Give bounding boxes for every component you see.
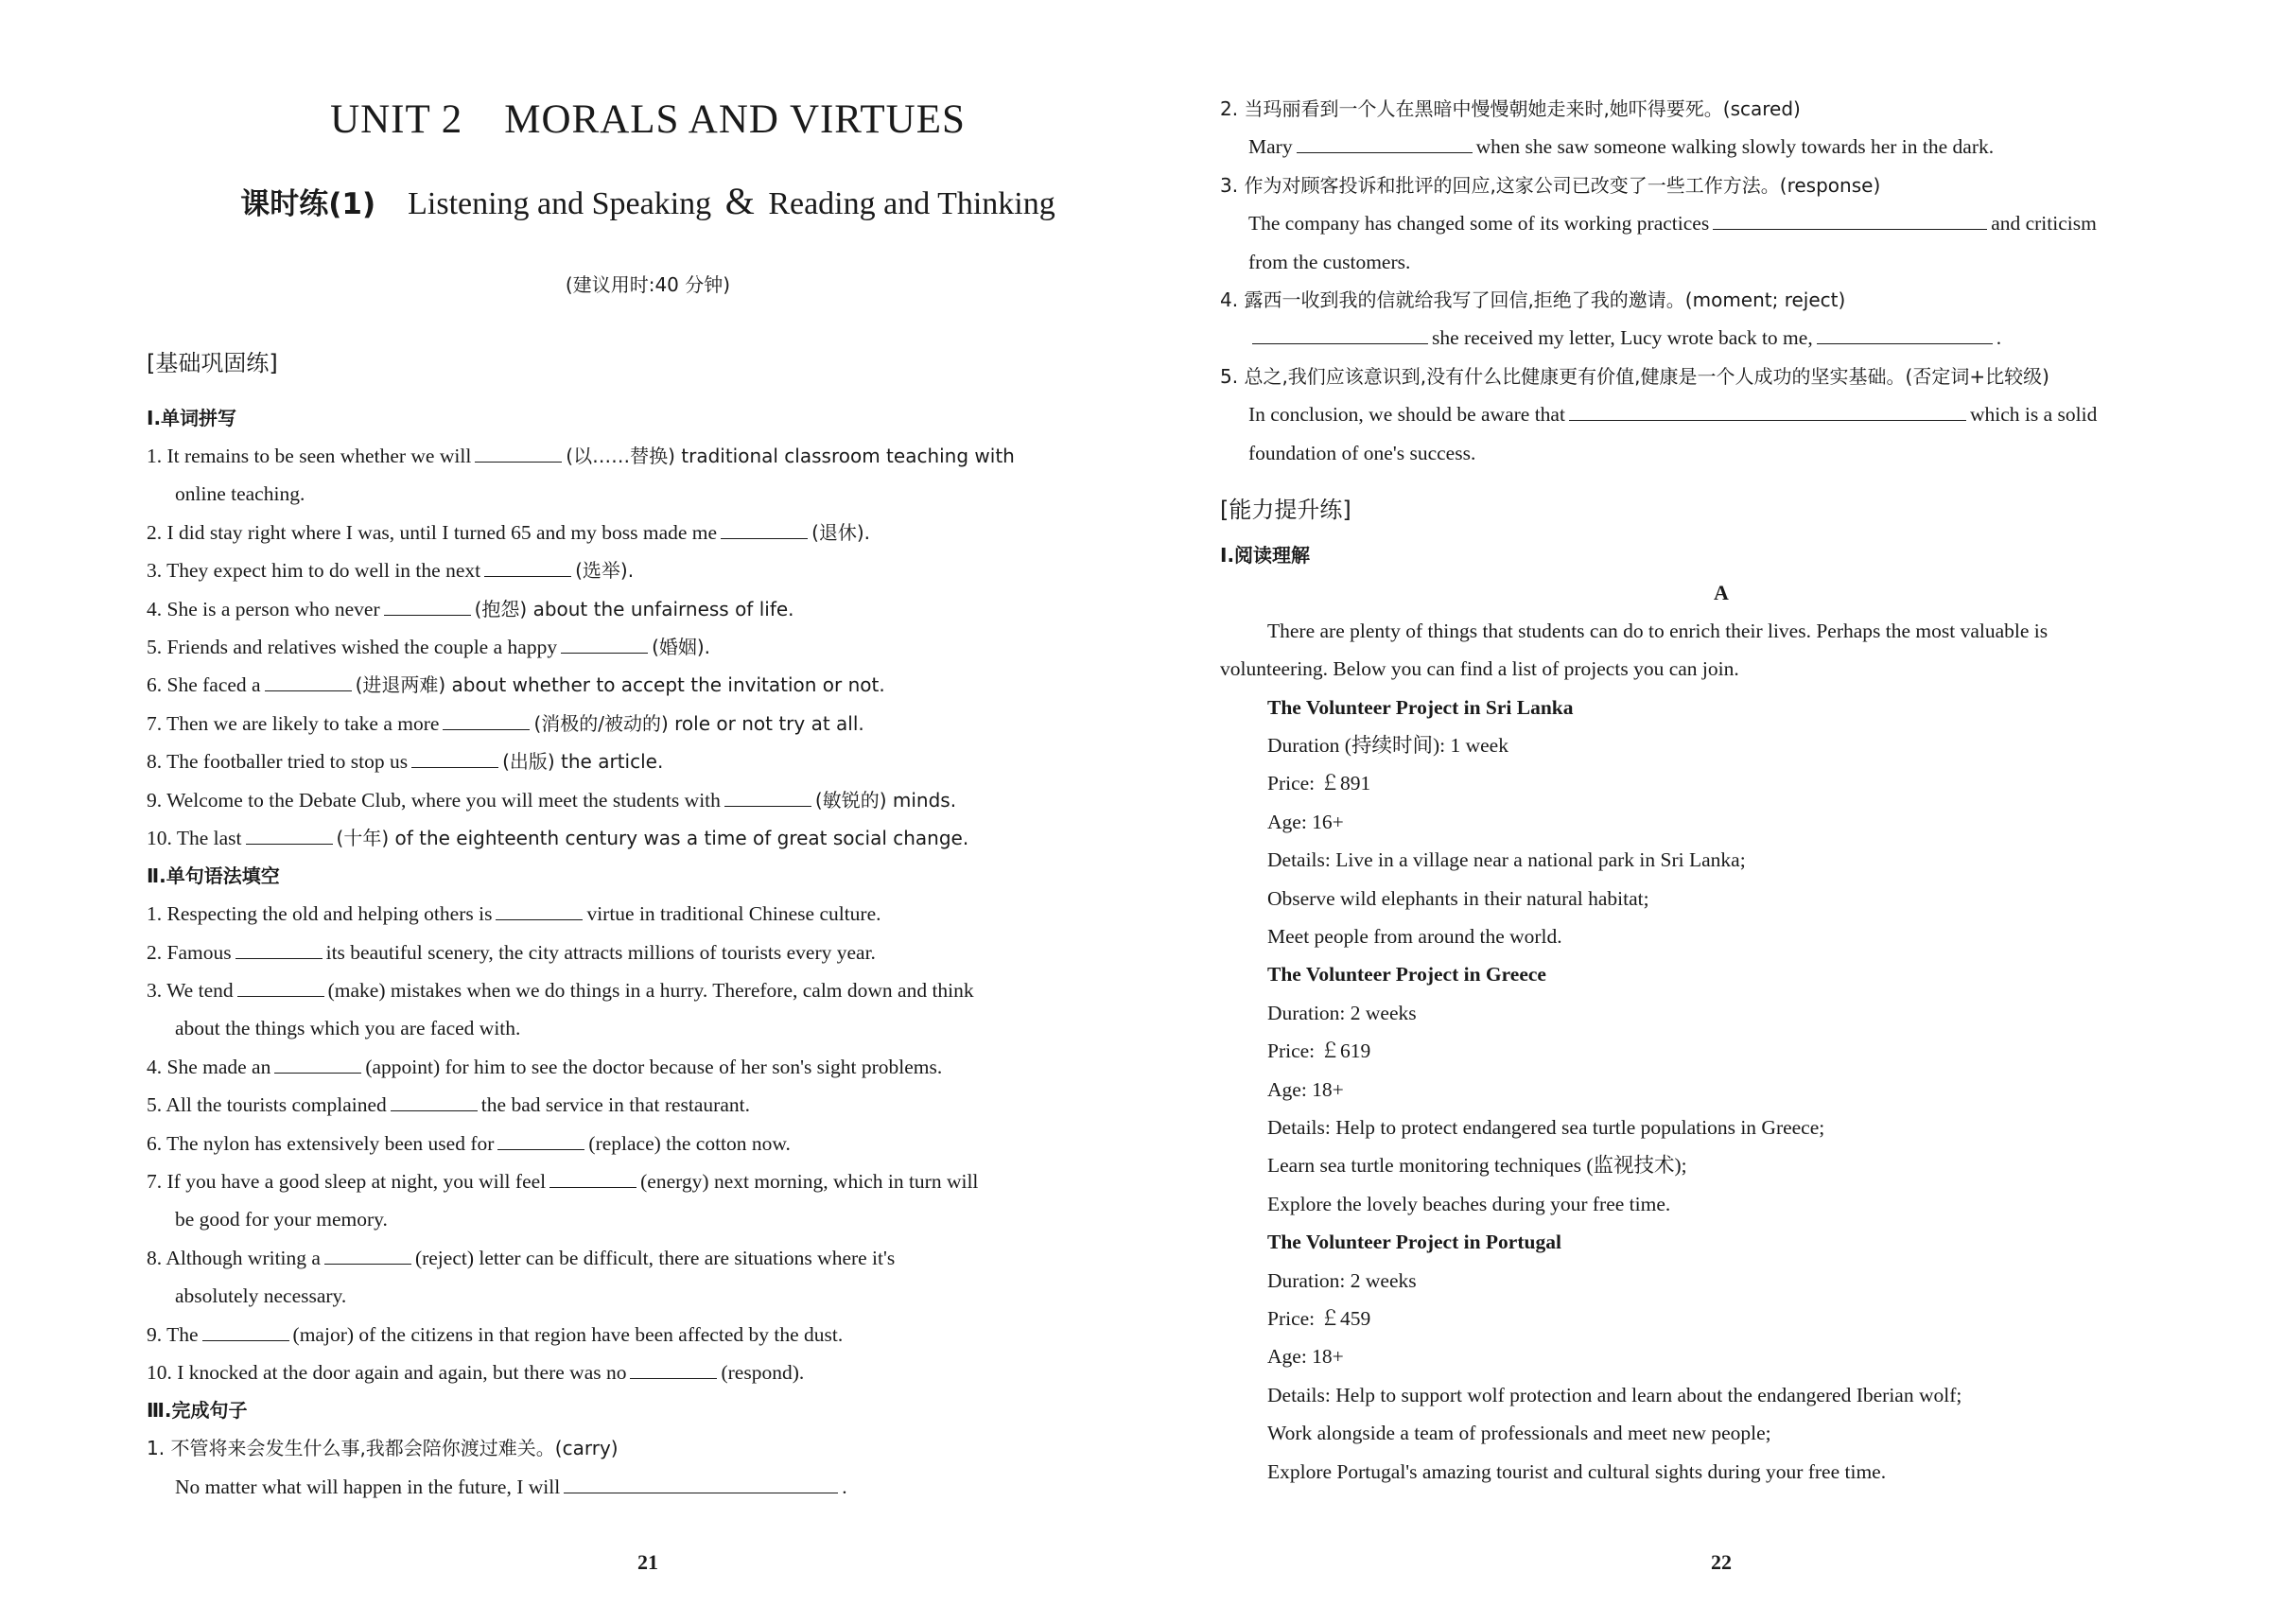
exercise-line: 2. Famous its beautiful scenery, the city attracts millions of tourists every year. <box>147 934 1149 971</box>
exercise-line: 9. Welcome to the Debate Club, where you will meet the students with (敏锐的) minds. <box>147 781 1149 819</box>
page-number: 22 <box>1711 1550 1732 1574</box>
lesson-topic-1: Listening and Speaking <box>408 186 712 221</box>
answer-blank[interactable] <box>1713 208 1987 230</box>
answer-blank[interactable] <box>549 1166 636 1188</box>
exercise-line: 2. I did stay right where I was, until I turned 65 and my boss made me (退休). <box>147 514 1149 551</box>
exercise-line: 4. She is a person who never (抱怨) about the unfairness of life. <box>147 590 1149 628</box>
project-detail: Work alongside a team of professionals and meet new people; <box>1267 1422 1771 1445</box>
answer-blank[interactable] <box>391 1090 478 1111</box>
project-detail: Explore Portugal's amazing tourist and cultural sights during your free time. <box>1267 1459 1887 1483</box>
exercise-line: The company has changed some of its working practices and criticism <box>1220 204 2223 242</box>
exercise-line: 3. 作为对顾客投诉和批评的回应,这家公司已改变了一些工作方法。(response) <box>1220 173 1881 197</box>
project-duration: Duration (持续时间): 1 week <box>1267 734 1508 758</box>
exercise-line: 4. 露西一收到我的信就给我写了回信,拒绝了我的邀请。(moment; reject) <box>1220 288 1846 311</box>
exercise-line: 3. We tend (make) mistakes when we do things in a hurry. Therefore, calm down and think <box>147 971 1149 1009</box>
page-number: 21 <box>637 1550 658 1574</box>
unit-title: UNIT 2 MORALS AND VIRTUES <box>330 97 966 142</box>
exercise-line: 7. If you have a good sleep at night, you will feel (energy) next morning, which in turn will <box>147 1162 1149 1200</box>
exercise-line: No matter what will happen in the future, I will . <box>147 1468 1149 1506</box>
lesson-topic-2: Reading and Thinking <box>768 186 1055 221</box>
exercise-line: 1. It remains to be seen whether we will (以……替换) traditional classroom teaching with <box>147 437 1149 475</box>
project-detail: Details: Help to support wolf protection and learn about the endangered Iberian wolf; <box>1267 1383 1962 1406</box>
answer-blank[interactable] <box>324 1243 411 1265</box>
right-page <box>1220 0 2223 1624</box>
exercise-line: 6. The nylon has extensively been used for (replace) the cotton now. <box>147 1125 1149 1162</box>
lesson-number: 课时练(1) <box>240 187 376 221</box>
answer-blank[interactable] <box>484 555 571 577</box>
answer-blank[interactable] <box>246 823 333 845</box>
project-duration: Duration: 2 weeks <box>1267 1268 1417 1292</box>
project-detail: Observe wild elephants in their natural habitat; <box>1267 886 1649 910</box>
answer-blank[interactable] <box>1817 323 1993 344</box>
left-page <box>147 0 1149 1624</box>
lesson-ampersand: & <box>724 180 755 222</box>
exercise-line: In conclusion, we should be aware that which is a solid <box>1220 395 2223 433</box>
answer-blank[interactable] <box>630 1357 717 1379</box>
part-heading-complete-sentences: Ⅲ.完成句子 <box>147 1399 248 1423</box>
answer-blank[interactable] <box>237 975 324 997</box>
passage-intro-line: There are plenty of things that students can do to enrich their lives. Perhaps the most valuable is <box>1267 619 2049 642</box>
answer-blank[interactable] <box>235 937 323 959</box>
project-detail: Learn sea turtle monitoring techniques (监视技术); <box>1267 1154 1687 1178</box>
part-heading-grammar-fill: Ⅱ.单句语法填空 <box>147 864 280 888</box>
exercise-line: from the customers. <box>1248 250 1411 273</box>
exercise-line: she received my letter, Lucy wrote back to me, . <box>1220 319 2223 357</box>
part-heading-reading: Ⅰ.阅读理解 <box>1220 543 1311 567</box>
exercise-line: 1. Respecting the old and helping others is virtue in traditional Chinese culture. <box>147 895 1149 933</box>
exercise-line: 7. Then we are likely to take a more (消极的/被动的) role or not try at all. <box>147 705 1149 742</box>
answer-blank[interactable] <box>384 594 471 616</box>
exercise-line: 4. She made an (appoint) for him to see the doctor because of her son's sight problems. <box>147 1048 1149 1086</box>
exercise-line: 5. All the tourists complained the bad service in that restaurant. <box>147 1086 1149 1124</box>
section-basic-practice: [基础巩固练] <box>147 350 278 376</box>
project-title: The Volunteer Project in Portugal <box>1267 1231 1561 1254</box>
answer-blank[interactable] <box>1252 323 1428 344</box>
exercise-line: 3. They expect him to do well in the next (选举). <box>147 551 1149 589</box>
project-age: Age: 16+ <box>1267 810 1344 833</box>
project-price: Price: ￡459 <box>1267 1306 1371 1330</box>
answer-blank[interactable] <box>561 632 648 654</box>
answer-blank[interactable] <box>202 1319 289 1341</box>
lesson-title <box>147 178 1149 225</box>
exercise-line: 1. 不管将来会发生什么事,我都会陪你渡过难关。(carry) <box>147 1437 619 1460</box>
answer-blank[interactable] <box>475 441 562 463</box>
exercise-line: foundation of one's success. <box>1248 441 1476 464</box>
exercise-line: online teaching. <box>175 482 305 506</box>
project-detail: Meet people from around the world. <box>1267 925 1562 949</box>
project-detail: Explore the lovely beaches during your free time. <box>1267 1192 1671 1215</box>
exercise-line: be good for your memory. <box>175 1208 388 1231</box>
project-price: Price: ￡619 <box>1267 1039 1371 1063</box>
answer-blank[interactable] <box>443 708 530 730</box>
project-detail: Details: Help to protect endangered sea turtle populations in Greece; <box>1267 1115 1825 1139</box>
exercise-line: 2. 当玛丽看到一个人在黑暗中慢慢朝她走来时,她吓得要死。(scared) <box>1220 97 1801 120</box>
answer-blank[interactable] <box>721 517 808 539</box>
exercise-line: 8. Although writing a (reject) letter can be difficult, there are situations where it's <box>147 1239 1149 1277</box>
exercise-line: 6. She faced a (进退两难) about whether to accept the invitation or not. <box>147 666 1149 704</box>
answer-blank[interactable] <box>1297 131 1473 153</box>
exercise-line: 10. The last (十年) of the eighteenth century was a time of great social change. <box>147 819 1149 857</box>
exercise-line: 10. I knocked at the door again and again, but there was no (respond). <box>147 1353 1149 1391</box>
answer-blank[interactable] <box>1569 399 1966 421</box>
answer-blank[interactable] <box>265 670 352 691</box>
exercise-line: about the things which you are faced with. <box>175 1017 521 1040</box>
answer-blank[interactable] <box>564 1472 838 1493</box>
passage-letter: A <box>1714 580 1729 604</box>
answer-blank[interactable] <box>724 785 811 807</box>
answer-blank[interactable] <box>496 899 583 920</box>
passage-intro-line: volunteering. Below you can find a list of projects you can join. <box>1220 657 1739 681</box>
project-title: The Volunteer Project in Greece <box>1267 963 1546 987</box>
answer-blank[interactable] <box>411 746 498 768</box>
project-price: Price: ￡891 <box>1267 772 1371 795</box>
answer-blank[interactable] <box>497 1128 584 1150</box>
project-age: Age: 18+ <box>1267 1345 1344 1369</box>
suggested-time: (建议用时:40 分钟) <box>565 273 731 296</box>
project-age: Age: 18+ <box>1267 1077 1344 1101</box>
exercise-line: absolutely necessary. <box>175 1284 347 1308</box>
answer-blank[interactable] <box>274 1052 361 1074</box>
exercise-line: 5. Friends and relatives wished the couple a happy (婚姻). <box>147 628 1149 666</box>
exercise-line: 8. The footballer tried to stop us (出版) the article. <box>147 742 1149 780</box>
exercise-line: 9. The (major) of the citizens in that region have been affected by the dust. <box>147 1316 1149 1353</box>
project-title: The Volunteer Project in Sri Lanka <box>1267 695 1574 719</box>
part-heading-word-spelling: Ⅰ.单词拼写 <box>147 407 237 429</box>
exercise-line: 5. 总之,我们应该意识到,没有什么比健康更有价值,健康是一个人成功的坚实基础。(否定词+比较级) <box>1220 364 2049 388</box>
section-advanced-practice: [能力提升练] <box>1220 496 1351 523</box>
project-duration: Duration: 2 weeks <box>1267 1001 1417 1024</box>
exercise-line: Mary when she saw someone walking slowly towards her in the dark. <box>1220 128 2223 166</box>
project-detail: Details: Live in a village near a national park in Sri Lanka; <box>1267 848 1746 872</box>
